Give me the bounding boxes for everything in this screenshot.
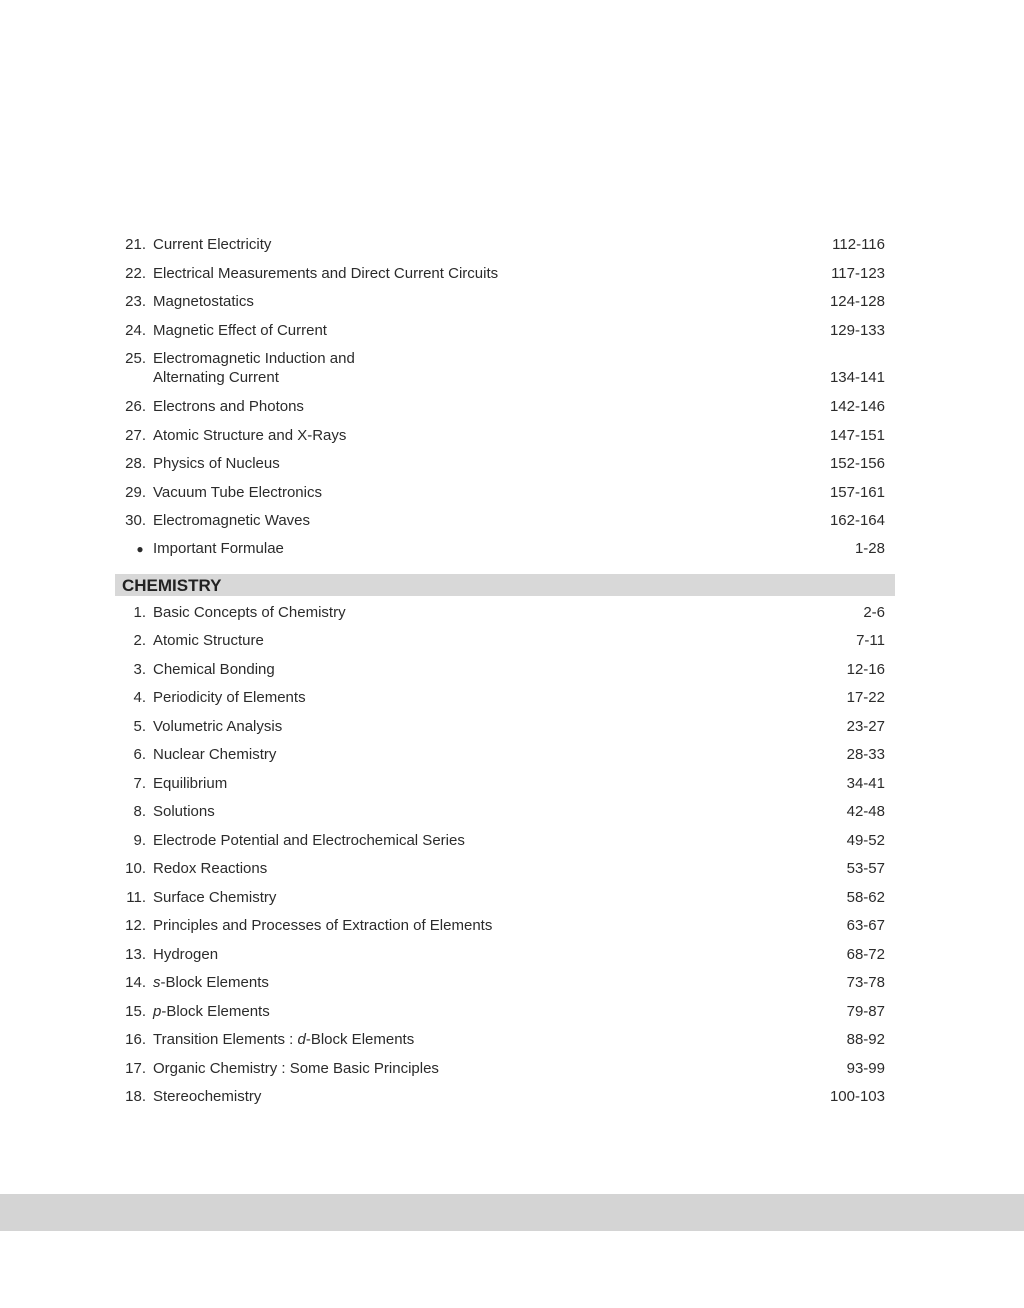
item-number: 14. [125, 974, 146, 991]
item-title: Basic Concepts of Chemistry [153, 603, 346, 621]
item-title: Vacuum Tube Electronics [153, 483, 322, 501]
item-pages: 147-151 [829, 426, 885, 444]
item-number: 23. [125, 293, 146, 310]
item-number: 25. [125, 350, 146, 367]
item-pages: 63-67 [846, 917, 885, 934]
item-title-pre: Transition Elements : [153, 1031, 298, 1048]
item-number: 27. [125, 426, 146, 444]
toc-row[interactable] [115, 855, 895, 884]
item-pages: 34-41 [846, 774, 885, 792]
item-title: Hydrogen [153, 945, 219, 963]
item-title-italic: d [297, 1031, 306, 1048]
item-pages: 68-72 [846, 945, 885, 963]
item-title: Volumetric Analysis [153, 717, 283, 735]
item-number: 2. [133, 632, 146, 649]
item-title [153, 969, 269, 998]
item-number: 5. [133, 717, 146, 735]
item-title: Electrical Measurements and Direct Current Circuits [153, 264, 499, 282]
item-number: 3. [133, 660, 146, 678]
toc-row[interactable] [115, 627, 895, 656]
item-pages: 7-11 [856, 632, 885, 649]
item-title-italic: s [153, 974, 161, 991]
item-pages: 112-116 [832, 236, 885, 253]
toc-row[interactable] [115, 798, 895, 827]
item-title: Stereochemistry [153, 1088, 262, 1105]
item-title-rest: -Block Elements [305, 1031, 415, 1048]
item-number: 8. [133, 803, 146, 820]
item-number: 22. [125, 264, 146, 282]
item-number: 9. [133, 831, 146, 849]
toc-row[interactable] [115, 288, 895, 317]
toc-row[interactable] [115, 713, 895, 742]
item-title: Magnetostatics [153, 293, 254, 310]
item-pages: 73-78 [846, 974, 885, 991]
item-title: Atomic Structure and X-Rays [153, 426, 347, 444]
item-title-rest: -Block Elements [161, 1002, 270, 1020]
item-number: 18. [125, 1088, 146, 1105]
item-title [153, 1026, 414, 1055]
item-title: Solutions [153, 803, 215, 820]
item-number: 12. [125, 917, 146, 934]
toc-row[interactable] [115, 770, 895, 799]
item-title: Organic Chemistry : Some Basic Principles [153, 1059, 439, 1077]
item-title: Principles and Processes of Extraction of Elements [153, 917, 493, 934]
item-title [153, 349, 355, 387]
item-number: 7. [133, 774, 146, 792]
item-number: 28. [125, 455, 146, 472]
toc-row[interactable] [115, 941, 895, 970]
item-number: 16. [125, 1031, 146, 1048]
item-pages: 129-133 [829, 321, 885, 339]
toc-row[interactable] [115, 599, 895, 628]
item-title: Important Formulae [153, 539, 284, 557]
item-title-line-1: Electromagnetic Induction and [153, 350, 355, 367]
item-title: Physics of Nucleus [153, 455, 280, 472]
table-of-contents [115, 231, 895, 1112]
toc-row[interactable] [115, 393, 895, 422]
item-number: 13. [125, 945, 146, 963]
toc-row[interactable] [115, 450, 895, 479]
item-number: 24. [125, 321, 146, 339]
toc-row[interactable] [115, 684, 895, 713]
item-pages: 23-27 [846, 717, 885, 735]
item-pages: 17-22 [846, 689, 885, 706]
toc-row[interactable] [115, 1026, 895, 1055]
item-title-line-2: Alternating Current [153, 369, 279, 386]
item-pages: 1-28 [854, 539, 885, 557]
item-pages: 152-156 [829, 455, 885, 472]
item-pages: 162-164 [829, 512, 885, 529]
item-pages: 157-161 [829, 483, 885, 501]
item-pages: 12-16 [846, 660, 885, 678]
item-title: Current Electricity [153, 236, 272, 253]
item-number: 30. [125, 512, 146, 529]
toc-row[interactable] [115, 1055, 895, 1084]
toc-row[interactable] [115, 998, 895, 1027]
item-pages: 134-141 [829, 369, 885, 386]
item-number: 26. [125, 398, 146, 415]
item-title: Electrode Potential and Electrochemical Series [153, 831, 465, 849]
item-number: 11. [126, 888, 146, 906]
item-pages: 79-87 [846, 1002, 885, 1020]
item-number: 10. [125, 860, 146, 877]
item-pages: 88-92 [846, 1031, 885, 1048]
item-pages: 2-6 [863, 603, 885, 621]
section-header-chemistry [115, 574, 895, 596]
item-pages: 28-33 [846, 746, 885, 763]
item-pages: 142-146 [829, 398, 885, 415]
toc-row[interactable] [115, 422, 895, 451]
item-title: Periodicity of Elements [153, 689, 306, 706]
footer-band [0, 1194, 1024, 1231]
item-title: Atomic Structure [153, 632, 264, 649]
item-number: 17. [125, 1059, 146, 1077]
toc-row[interactable] [115, 507, 895, 536]
item-pages: 93-99 [846, 1059, 885, 1077]
item-pages: 124-128 [829, 293, 885, 310]
item-pages: 42-48 [846, 803, 885, 820]
toc-row[interactable] [115, 536, 895, 562]
toc-row[interactable] [115, 479, 895, 508]
item-title: Equilibrium [153, 774, 228, 792]
item-title: Redox Reactions [153, 860, 268, 877]
item-title: Electrons and Photons [153, 398, 304, 415]
item-pages: 58-62 [846, 888, 885, 906]
item-title-italic: p [153, 1002, 162, 1020]
toc-row[interactable] [115, 741, 895, 770]
toc-row[interactable] [115, 260, 895, 289]
item-pages: 53-57 [846, 860, 885, 877]
item-pages: 100-103 [829, 1088, 885, 1105]
item-number: 15. [125, 1002, 146, 1020]
item-number: 29. [125, 483, 146, 501]
item-pages: 49-52 [846, 831, 885, 849]
item-number: 4. [133, 689, 146, 706]
toc-row[interactable] [115, 231, 895, 260]
item-number: 21. [125, 236, 146, 253]
item-pages: 117-123 [831, 264, 885, 282]
toc-row[interactable] [115, 656, 895, 685]
item-title: Chemical Bonding [153, 660, 275, 678]
bullet-icon: ● [136, 541, 144, 556]
item-number: 1. [133, 603, 146, 621]
item-title: Nuclear Chemistry [153, 746, 277, 763]
item-title [153, 998, 270, 1027]
item-title: Magnetic Effect of Current [153, 321, 327, 339]
toc-row[interactable] [115, 345, 895, 393]
toc-row[interactable] [115, 969, 895, 998]
section-title: CHEMISTRY [122, 575, 222, 595]
toc-row[interactable] [115, 912, 895, 941]
toc-row[interactable] [115, 317, 895, 346]
item-number: 6. [133, 746, 146, 763]
item-title: Electromagnetic Waves [153, 512, 311, 529]
toc-row[interactable] [115, 1083, 895, 1112]
item-title: Surface Chemistry [153, 888, 277, 906]
toc-row[interactable] [115, 827, 895, 856]
item-title-rest: -Block Elements [160, 974, 269, 991]
toc-row[interactable] [115, 884, 895, 913]
